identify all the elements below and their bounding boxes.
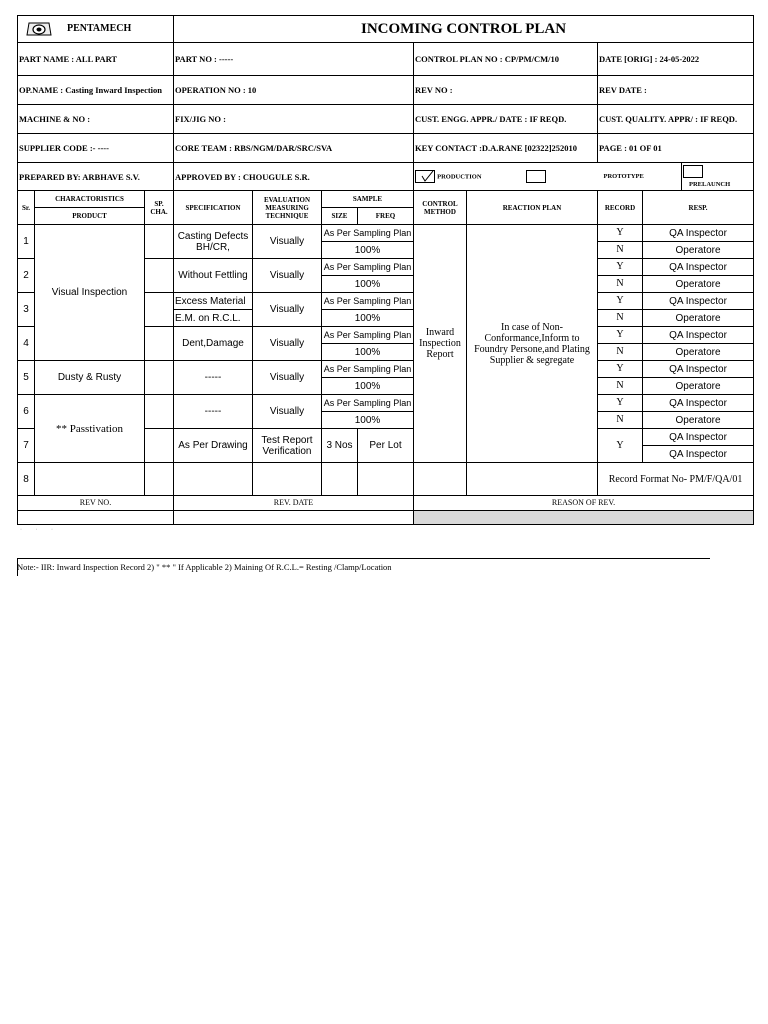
col-reaction-plan: REACTION PLAN [467,191,598,225]
prepared-by: PREPARED BY: ARBHAVE S.V. [18,163,174,191]
company-cell [18,16,174,43]
record-4y: Y [598,327,643,344]
col-sr: Sr. [18,191,35,225]
faint-marks: · · · [20,527,59,533]
sr-1: 1 [18,225,35,259]
resp-3n: Operatore [643,310,754,327]
col-record: RECORD [598,191,643,225]
key-contact: KEY CONTACT :D.A.RANE [02322]252010 [414,134,598,163]
sp-cha-cell [145,429,174,463]
production-label: PRODUCTION [437,173,482,181]
freq-6: 100% [322,412,414,429]
reaction-plan: In case of Non-Conformance,Inform to Foundry Persone,and Plating Supplier & segregate [467,225,598,463]
col-characteristics: CHARACTORISTICS [35,191,145,208]
spec-3b: E.M. on R.C.L. [174,310,253,327]
eval-2: Visually [253,259,322,293]
sp-cha-cell [145,225,174,259]
sr-2: 2 [18,259,35,293]
col-control-method: CONTROL METHOD [414,191,467,225]
fix-jig-no: FIX/JIG NO : [174,105,414,134]
spec-6: ----- [174,395,253,429]
sp-cha-cell [145,293,174,327]
resp-1y: QA Inspector [643,225,754,242]
sample-plan-1: As Per Sampling Plan [322,225,414,242]
spec-4: Dent,Damage [174,327,253,361]
sr-5: 5 [18,361,35,395]
production-checkbox[interactable] [415,170,435,183]
footer-rev-no: REV NO. [18,496,174,511]
resp-6y: QA Inspector [643,395,754,412]
reaction-plan-empty [467,463,598,496]
size-empty [322,463,358,496]
sample-plan-4: As Per Sampling Plan [322,327,414,344]
col-resp: RESP. [643,191,754,225]
resp-2n: Operatore [643,276,754,293]
record-format: Record Format No- PM/F/QA/01 [598,463,754,496]
freq-empty [358,463,414,496]
sp-cha-cell [145,395,174,429]
prelaunch-option[interactable] [682,163,754,191]
resp-2y: QA Inspector [643,259,754,276]
control-method: Inward Inspection Report [414,225,467,463]
cust-engg-appr: CUST. ENGG. APPR./ DATE : IF REQD. [414,105,598,134]
sample-plan-2: As Per Sampling Plan [322,259,414,276]
machine-no: MACHINE & NO : [18,105,174,134]
record-1y: Y [598,225,643,242]
resp-7b: QA Inspector [643,446,754,463]
sample-plan-5: As Per Sampling Plan [322,361,414,378]
col-sp-cha: SP. CHA. [145,191,174,225]
sp-cha-cell [145,259,174,293]
eval-empty [253,463,322,496]
freq-2: 100% [322,276,414,293]
col-sample: SAMPLE [322,191,414,208]
eval-5: Visually [253,361,322,395]
resp-4y: QA Inspector [643,327,754,344]
freq-7: Per Lot [358,429,414,463]
production-option[interactable] [414,163,598,191]
record-4n: N [598,344,643,361]
spec-empty [174,463,253,496]
sp-cha-cell [145,327,174,361]
part-no: PART NO : ----- [174,43,414,76]
record-5y: Y [598,361,643,378]
supplier-code: SUPPLIER CODE :- ---- [18,134,174,163]
footer-rev-date-value [174,511,414,525]
record-5n: N [598,378,643,395]
footer-reason: REASON OF REV. [414,496,754,511]
resp-5y: QA Inspector [643,361,754,378]
sr-7: 7 [18,429,35,463]
prelaunch-checkbox[interactable] [683,165,703,178]
operation-no: OPERATION NO : 10 [174,76,414,105]
record-1n: N [598,242,643,259]
resp-7a: QA Inspector [643,429,754,446]
company-logo-icon [25,21,53,37]
col-specification: SPECIFICATION [174,191,253,225]
spec-2: Without Fettling [174,259,253,293]
freq-4: 100% [322,344,414,361]
sp-cha-cell [145,463,174,496]
footer-reason-value [414,511,754,525]
rev-no: REV NO : [414,76,598,105]
prototype-label: PROTOTYPE [598,163,682,191]
product-passivation: ** Passtivation [35,395,145,463]
footer-rev-date: REV. DATE [174,496,414,511]
page-number: PAGE : 01 OF 01 [598,134,754,163]
prototype-checkbox[interactable] [526,170,546,183]
sp-cha-cell [145,361,174,395]
prelaunch-label: PRELAUNCH [689,181,731,188]
control-plan-table [17,15,754,525]
note-text: Note:- IIR: Inward Inspection Record 2) " ** " If Applicable 2) Maining Of R.C.L.= Resting /Clamp/Location [17,558,710,572]
spec-3a: Excess Material [174,293,253,310]
record-7y: Y [598,429,643,463]
sr-3: 3 [18,293,35,327]
eval-3: Visually [253,293,322,327]
spec-7: As Per Drawing [174,429,253,463]
eval-7: Test Report Verification [253,429,322,463]
approved-by: APPROVED BY : CHOUGULE S.R. [174,163,414,191]
product-dusty: Dusty & Rusty [35,361,145,395]
rev-date: REV DATE : [598,76,754,105]
cust-quality-appr: CUST. QUALITY. APPR/ : IF REQD. [598,105,754,134]
resp-5n: Operatore [643,378,754,395]
footer-rev-no-value [18,511,174,525]
control-plan-no: CONTROL PLAN NO : CP/PM/CM/10 [414,43,598,76]
sr-8: 8 [18,463,35,496]
page-title: INCOMING CONTROL PLAN [174,16,754,43]
record-2y: Y [598,259,643,276]
resp-6n: Operatore [643,412,754,429]
company-name: PENTAMECH [67,23,132,34]
resp-1n: Operatore [643,242,754,259]
col-size: SIZE [322,208,358,225]
resp-4n: Operatore [643,344,754,361]
date-orig: DATE [ORIG] : 24-05-2022 [598,43,754,76]
record-6y: Y [598,395,643,412]
size-7: 3 Nos [322,429,358,463]
sr-4: 4 [18,327,35,361]
freq-1: 100% [322,242,414,259]
op-name: OP.NAME : Casting Inward Inspection [18,76,174,105]
col-evaluation: EVALUATION MEASURING TECHNIQUE [253,191,322,225]
checkmark-icon [416,171,434,182]
record-6n: N [598,412,643,429]
col-product: PRODUCT [35,208,145,225]
control-method-empty [414,463,467,496]
product-empty [35,463,145,496]
sr-6: 6 [18,395,35,429]
sample-plan-6: As Per Sampling Plan [322,395,414,412]
eval-4: Visually [253,327,322,361]
part-name: PART NAME : ALL PART [18,43,174,76]
eval-6: Visually [253,395,322,429]
eval-1: Visually [253,225,322,259]
freq-3: 100% [322,310,414,327]
record-3n: N [598,310,643,327]
resp-3y: QA Inspector [643,293,754,310]
spec-5: ----- [174,361,253,395]
core-team: CORE TEAM : RBS/NGM/DAR/SRC/SVA [174,134,414,163]
freq-5: 100% [322,378,414,395]
record-3y: Y [598,293,643,310]
sample-plan-3: As Per Sampling Plan [322,293,414,310]
spec-1: Casting Defects BH/CR, [174,225,253,259]
col-freq: FREQ [358,208,414,225]
record-2n: N [598,276,643,293]
product-visual: Visual Inspection [35,225,145,361]
